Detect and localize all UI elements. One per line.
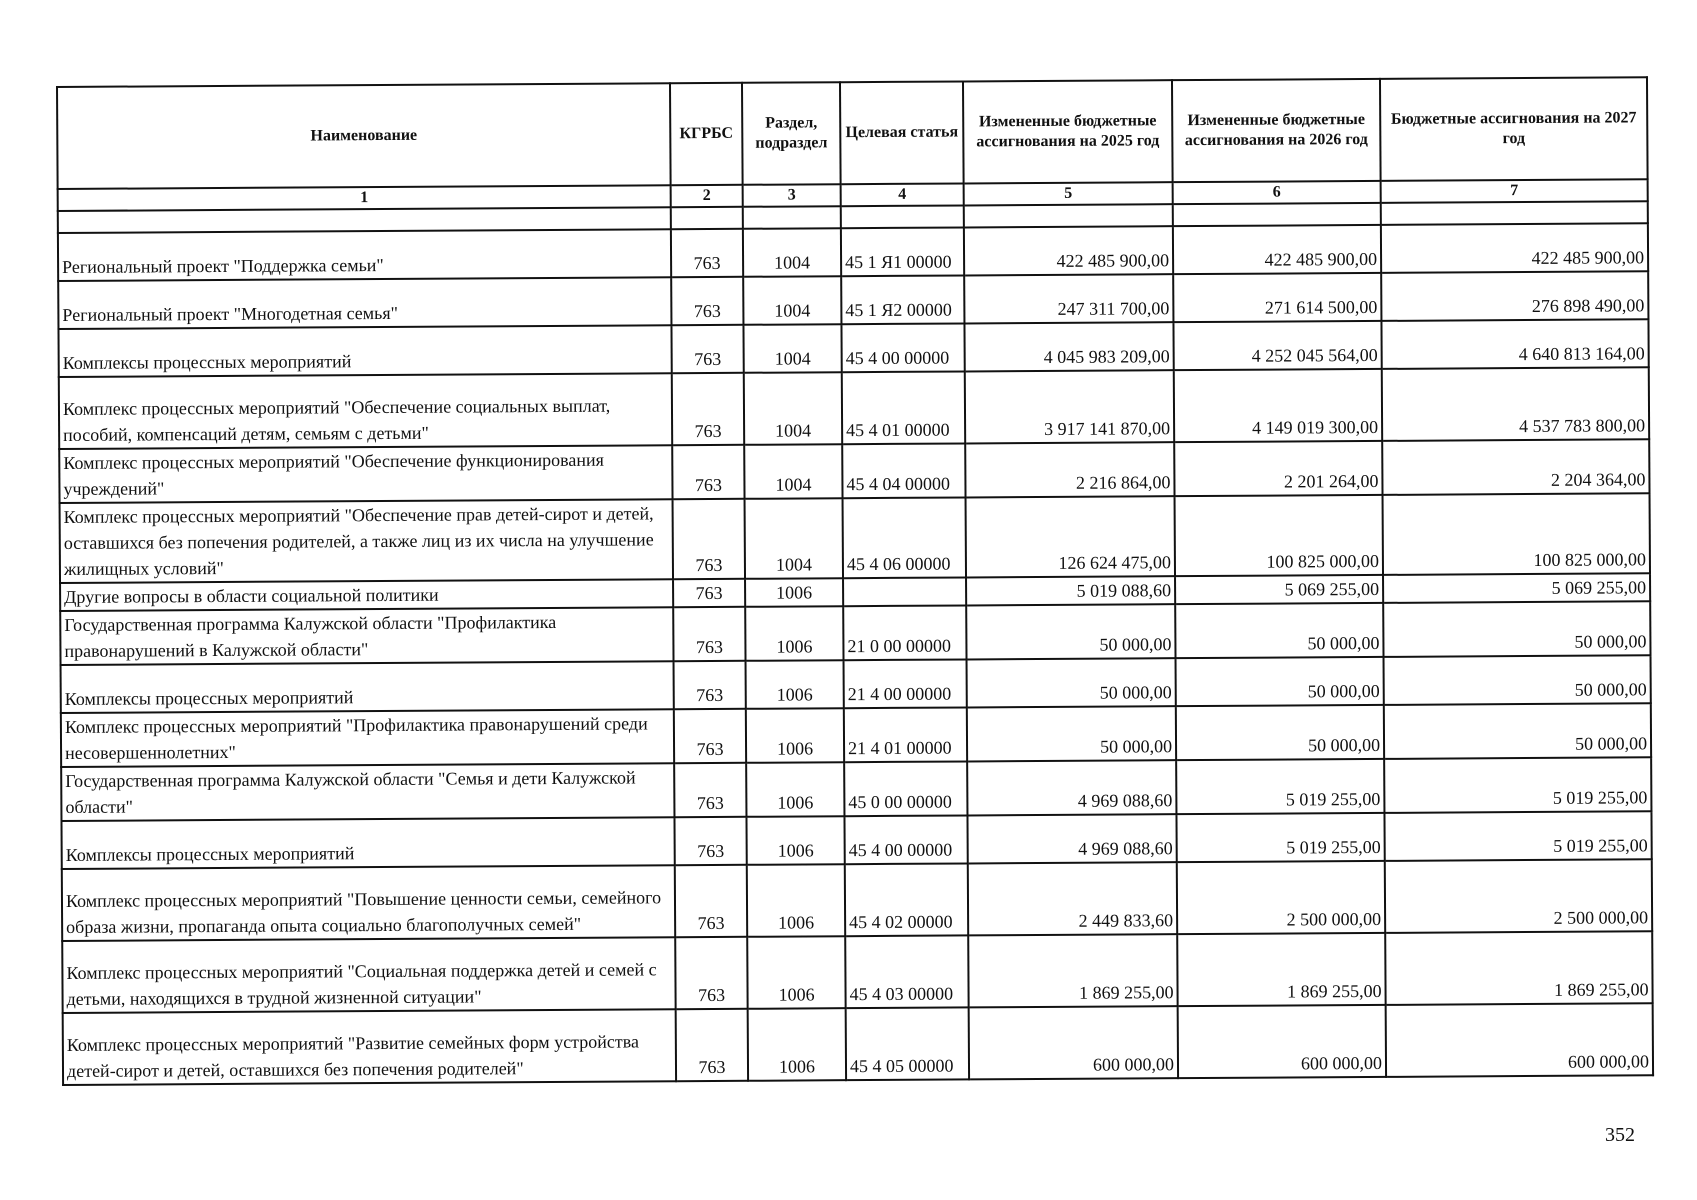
row-amount-2026: 50 000,00 bbox=[1176, 705, 1384, 760]
row-amount-2025: 4 969 088,60 bbox=[967, 814, 1176, 863]
table-row bbox=[61, 757, 1651, 821]
row-kgrbs: 763 bbox=[675, 937, 747, 1009]
row-kgrbs: 763 bbox=[672, 445, 744, 499]
row-amount-2027: 4 640 813 164,00 bbox=[1381, 319, 1648, 369]
row-section: 1006 bbox=[748, 1008, 846, 1081]
header-row bbox=[57, 77, 1648, 189]
row-kgrbs: 763 bbox=[675, 865, 747, 937]
row-kgrbs: 763 bbox=[674, 661, 746, 709]
row-amount-2027: 422 485 900,00 bbox=[1381, 223, 1648, 273]
table-row bbox=[60, 601, 1650, 665]
header-target: Целевая статья bbox=[840, 81, 964, 184]
row-section: 1006 bbox=[746, 816, 844, 865]
row-amount-2026: 5 019 255,00 bbox=[1176, 759, 1384, 814]
row-name: Государственная программа Калужской области "Семья и дети Калужской области" bbox=[61, 763, 674, 821]
row-amount-2027: 600 000,00 bbox=[1386, 1003, 1653, 1077]
row-kgrbs: 763 bbox=[673, 607, 745, 661]
row-amount-2025: 4 045 983 209,00 bbox=[964, 322, 1173, 371]
row-amount-2025: 247 311 700,00 bbox=[964, 274, 1173, 323]
column-number: 5 bbox=[964, 182, 1173, 205]
row-amount-2026: 4 149 019 300,00 bbox=[1174, 369, 1382, 442]
header-kgrbs: КГРБС bbox=[670, 83, 743, 185]
row-amount-2026: 600 000,00 bbox=[1178, 1005, 1386, 1078]
row-section: 1006 bbox=[747, 864, 845, 937]
table-row bbox=[63, 1003, 1653, 1085]
row-target: 45 1 Я2 00000 bbox=[841, 275, 964, 324]
row-amount-2026: 271 614 500,00 bbox=[1173, 273, 1381, 322]
row-target: 21 4 01 00000 bbox=[844, 707, 967, 762]
row-kgrbs: 763 bbox=[674, 817, 746, 865]
row-name: Комплекс процессных мероприятий "Повышение ценности семьи, семейного образа жизни, пропаганда опыта социально благополучных семей" bbox=[62, 865, 675, 941]
row-amount-2026: 1 869 255,00 bbox=[1177, 933, 1385, 1006]
row-kgrbs: 763 bbox=[674, 763, 746, 817]
row-kgrbs: 763 bbox=[676, 1009, 748, 1081]
row-section: 1004 bbox=[743, 276, 841, 325]
row-target: 45 4 00 00000 bbox=[844, 815, 967, 864]
header-2026: Измененные бюджетные ассигнования на 2026 год bbox=[1172, 79, 1381, 182]
table-row bbox=[59, 439, 1649, 503]
row-name: Региональный проект "Поддержка семьи" bbox=[58, 229, 671, 281]
row-target: 45 0 00 00000 bbox=[844, 761, 967, 816]
row-amount-2027: 50 000,00 bbox=[1384, 703, 1651, 759]
row-section: 1006 bbox=[746, 660, 844, 709]
row-amount-2026: 5 069 255,00 bbox=[1175, 575, 1383, 604]
row-amount-2027: 2 500 000,00 bbox=[1385, 859, 1652, 933]
row-kgrbs: 763 bbox=[673, 499, 745, 579]
row-amount-2025: 600 000,00 bbox=[969, 1006, 1178, 1079]
row-target: 21 0 00 00000 bbox=[843, 605, 966, 660]
row-target bbox=[843, 577, 966, 606]
row-target: 21 4 00 00000 bbox=[844, 659, 967, 708]
row-section: 1004 bbox=[745, 498, 843, 579]
row-section: 1006 bbox=[746, 708, 844, 763]
row-name: Комплекс процессных мероприятий "Обеспечение социальных выплат, пособий, компенсаций детям, семьям с детьми" bbox=[59, 373, 672, 449]
row-name: Комплексы процессных мероприятий bbox=[61, 661, 674, 713]
table-row bbox=[61, 703, 1651, 767]
row-section: 1006 bbox=[747, 936, 845, 1009]
row-name: Государственная программа Калужской области "Профилактика правонарушений в Калужской области" bbox=[60, 607, 673, 665]
row-amount-2025: 4 969 088,60 bbox=[967, 760, 1176, 815]
row-amount-2026: 100 825 000,00 bbox=[1175, 495, 1383, 576]
row-amount-2027: 1 869 255,00 bbox=[1385, 931, 1652, 1005]
row-name: Комплекс процессных мероприятий "Профилактика правонарушений среди несовершеннолетних" bbox=[61, 709, 674, 767]
row-kgrbs: 763 bbox=[674, 709, 746, 763]
header-2025: Измененные бюджетные ассигнования на 2025 год bbox=[963, 80, 1173, 183]
row-amount-2025: 2 449 833,60 bbox=[968, 862, 1177, 935]
row-target: 45 4 04 00000 bbox=[842, 443, 965, 498]
row-amount-2026: 5 019 255,00 bbox=[1176, 813, 1384, 862]
column-number: 7 bbox=[1381, 179, 1648, 203]
row-section: 1006 bbox=[745, 606, 843, 661]
budget-table bbox=[56, 76, 1654, 1086]
row-section: 1004 bbox=[744, 372, 842, 445]
column-number: 3 bbox=[743, 184, 841, 207]
column-number: 4 bbox=[841, 183, 964, 206]
row-target: 45 1 Я1 00000 bbox=[841, 227, 964, 276]
row-amount-2026: 4 252 045 564,00 bbox=[1173, 321, 1381, 370]
row-amount-2025: 2 216 864,00 bbox=[965, 442, 1174, 497]
header-section: Раздел, подраздел bbox=[742, 82, 841, 185]
row-name: Комплекс процессных мероприятий "Обеспечение прав детей-сирот и детей, оставшихся без попечения родителей, а также лиц из их числа на улучшение жилищных условий" bbox=[60, 499, 673, 583]
row-amount-2025: 3 917 141 870,00 bbox=[965, 370, 1174, 443]
row-amount-2026: 2 201 264,00 bbox=[1174, 441, 1382, 496]
header-name: Наименование bbox=[57, 83, 671, 189]
row-amount-2027: 100 825 000,00 bbox=[1383, 493, 1650, 575]
header-2027: Бюджетные ассигнования на 2027 год bbox=[1380, 77, 1648, 181]
row-amount-2027: 5 019 255,00 bbox=[1384, 757, 1651, 813]
row-section: 1006 bbox=[745, 578, 843, 607]
row-name: Другие вопросы в области социальной политики bbox=[60, 579, 673, 611]
row-name: Комплекс процессных мероприятий "Развитие семейных форм устройства детей-сирот и детей, оставшихся без попечения родителей" bbox=[63, 1009, 676, 1085]
row-amount-2027: 4 537 783 800,00 bbox=[1382, 367, 1649, 441]
row-amount-2025: 422 485 900,00 bbox=[964, 226, 1173, 275]
row-amount-2025: 1 869 255,00 bbox=[968, 934, 1177, 1007]
row-target: 45 4 05 00000 bbox=[846, 1007, 969, 1080]
row-section: 1006 bbox=[746, 762, 844, 817]
row-section: 1004 bbox=[743, 228, 841, 277]
table-row bbox=[62, 859, 1652, 941]
row-amount-2025: 5 019 088,60 bbox=[966, 576, 1175, 605]
row-amount-2025: 50 000,00 bbox=[966, 604, 1175, 659]
row-name: Комплекс процессных мероприятий "Социальная поддержка детей и семей с детьми, находящихся в трудной жизненной ситуации" bbox=[62, 937, 675, 1013]
row-amount-2027: 5 019 255,00 bbox=[1384, 811, 1651, 861]
row-amount-2026: 2 500 000,00 bbox=[1177, 861, 1385, 934]
row-target: 45 4 01 00000 bbox=[842, 371, 965, 444]
row-kgrbs: 763 bbox=[671, 229, 743, 277]
row-name: Комплексы процессных мероприятий bbox=[58, 325, 671, 377]
table-row bbox=[62, 931, 1652, 1013]
row-kgrbs: 763 bbox=[671, 325, 743, 373]
column-number: 6 bbox=[1173, 181, 1381, 204]
row-amount-2027: 2 204 364,00 bbox=[1382, 439, 1649, 495]
row-amount-2027: 50 000,00 bbox=[1384, 655, 1651, 705]
row-amount-2026: 422 485 900,00 bbox=[1173, 225, 1381, 274]
row-target: 45 4 06 00000 bbox=[843, 497, 966, 578]
row-target: 45 4 03 00000 bbox=[845, 935, 968, 1008]
row-amount-2025: 50 000,00 bbox=[967, 658, 1176, 707]
row-amount-2025: 50 000,00 bbox=[967, 706, 1176, 761]
table-row bbox=[59, 367, 1649, 449]
row-target: 45 4 00 00000 bbox=[841, 323, 964, 372]
row-amount-2026: 50 000,00 bbox=[1175, 603, 1383, 658]
row-amount-2025: 126 624 475,00 bbox=[966, 496, 1175, 577]
row-name: Региональный проект "Многодетная семья" bbox=[58, 277, 671, 329]
row-amount-2027: 276 898 490,00 bbox=[1381, 271, 1648, 321]
page-number: 352 bbox=[1605, 1124, 1635, 1146]
row-name: Комплексы процессных мероприятий bbox=[61, 817, 674, 869]
table-row bbox=[60, 493, 1650, 583]
row-amount-2026: 50 000,00 bbox=[1176, 657, 1384, 706]
row-kgrbs: 763 bbox=[672, 373, 744, 445]
column-number: 2 bbox=[671, 185, 743, 207]
row-name: Комплекс процессных мероприятий "Обеспечение функционирования учреждений" bbox=[59, 445, 672, 503]
row-target: 45 4 02 00000 bbox=[845, 863, 968, 936]
row-amount-2027: 5 069 255,00 bbox=[1383, 573, 1650, 603]
row-section: 1004 bbox=[743, 324, 841, 373]
row-kgrbs: 763 bbox=[671, 277, 743, 325]
row-section: 1004 bbox=[744, 444, 842, 499]
column-number: 1 bbox=[58, 185, 671, 211]
row-amount-2027: 50 000,00 bbox=[1383, 601, 1650, 657]
row-kgrbs: 763 bbox=[673, 579, 745, 607]
